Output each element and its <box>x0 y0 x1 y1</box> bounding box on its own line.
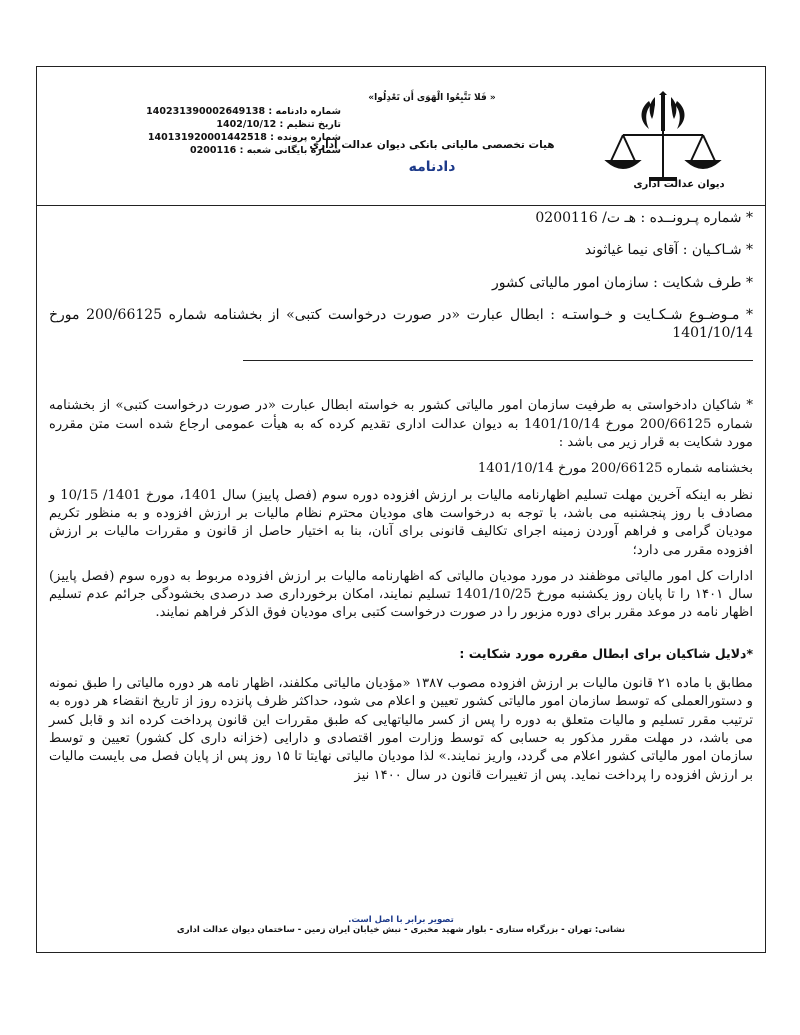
document-body <box>49 209 753 785</box>
footer-certification: تصویر برابر با اصل است. <box>348 915 454 925</box>
document-title: دادنامه <box>408 159 456 175</box>
section-heading-reasons: *دلایل شاکیان برای ابطال مقرره مورد شکایت : <box>459 645 753 661</box>
paragraph-circular-text: نظر به اینکه آخرین مهلت تسلیم اظهارنامه مالیات بر ارزش افزوده دوره سوم (فصل پاییز) سال 1401، مورخ 1401/ 10/15 و مصادف با روز پنجشنبه می باشد، با توجه به درخواست های مودیان محترم نظام مالیات بر ارزش افزوده و به منظور تکریم مودیان گرامی و فراهم آوردن زمینه اجرای تکالیف قانونی برای آنان، بنا به اختیار حاصل از قانون و مقررات مالیات بر ارزش افزوده مقرر می دارد؛ <box>49 487 753 558</box>
paragraph-petition: * شاکیان دادخواستی به طرفیت سازمان امور مالیاتی کشور به خواسته ابطال عبارت «در صورت درخواست کتبی» از بخشنامه شماره 200/66125 مورخ 1401/10/14 به دیوان عدالت اداری تقدیم کرده که به هیأت عمومی ارجاع شده است متن مقرره مورد شکایت به قرار زیر می باشد : <box>49 398 753 451</box>
meta-archive-number: شماره بایگانی شعبه : 0200116 <box>190 145 341 156</box>
field-plaintiff: * شـاکـیان : آقای نیما غیاثوند <box>584 242 753 259</box>
paragraph-circular-order: ادارات کل امور مالیاتی موظفند در مورد مودیان مالیاتی که اظهارنامه مالیات بر ارزش افزوده مربوط به دوره سوم (فصل پاییز) سال ۱۴۰۱ را تا پایان روز یکشنبه مورخ 1401/10/25 تسلیم نمایند، امکان برخورداری صد درصدی بخشودگی جرائم عدم تسلیم اظهار نامه در موعد مقرر برای دوره مزبور را در صورت درخواست کتبی برای مودیان فوق الذکر فراهم نمایند. <box>49 568 753 621</box>
paragraph-circular-ref: بخشنامه شماره 200/66125 مورخ 1401/10/14 <box>477 461 753 477</box>
meta-issue-date: تاریخ تنظیم : 1402/10/12 <box>216 119 341 130</box>
document-frame <box>36 66 766 953</box>
quran-verse: «فَلا تَتَّبِعُوا الْهَوَی أَن تَعْدِلُوا » <box>368 93 496 103</box>
document-meta <box>99 105 341 157</box>
document-header <box>37 67 765 206</box>
document-footer <box>36 915 766 935</box>
footer-address: نشانی: تهران - بزرگراه ستاری - بلوار شهید مخبری - نبش خیابان ایران زمین - ساختمان دیوان عدالت اداری <box>176 925 626 935</box>
field-subject: * مـوضـوع شـکـایت و خـواستـه : ابطال عبارت «در صورت درخواست کتبی» از بخشنامه شماره 200/66125 مورخ 1401/10/14 <box>49 306 753 342</box>
paragraph-reasons: مطابق با ماده ۲۱ قانون مالیات بر ارزش افزوده مصوب ۱۳۸۷ «مؤدیان مالیاتی مکلفند، اظهار نامه هر دوره مالیاتی را طبق نمونه و دستورالعملی که توسط سازمان امور مالیاتی کشور تعیین و اعلام می شود، حداکثر ظرف پانزده روز از تاریخ انقضاء هر دوره به ترتیب مقرر تسلیم و مالیات متعلق به دوره را پس از کسر مالیاتهایی که طبق مقررات این قانون پرداخت کرده اند و قابل کسر می باشد، در مهلت مقرر مذکور به حسابی که توسط وزارت امور اقتصادی و دارایی (خزانه داری کل کشور) تعیین و توسط سازمان امور مالیاتی کشور اعلام می گردد، واریز نمایند.» لذا مودیان مالیاتی نهایتا تا ۱۵ روز پس از پایان فصل می بایست مالیات بر ارزش افزوده را پرداخت نماید. پس از تغییرات قانون در سال ۱۴۰۰ نیز <box>49 676 754 783</box>
emblem-caption: دیوان عدالت اداری <box>633 179 725 190</box>
field-defendant: * طرف شکایت : سازمان امور مالیاتی کشور <box>491 274 753 291</box>
meta-case-number: شماره پرونده : 140131920001442518 <box>147 132 341 143</box>
field-case-number: * شماره پـرونــده : هـ ت/ 0200116 <box>535 210 753 226</box>
meta-verdict-number: شماره دادنامه : 140231390002649138 <box>146 106 341 117</box>
organization-name: هیات تخصصی مالیاتی بانکی دیوان عدالت اداری <box>309 139 555 151</box>
